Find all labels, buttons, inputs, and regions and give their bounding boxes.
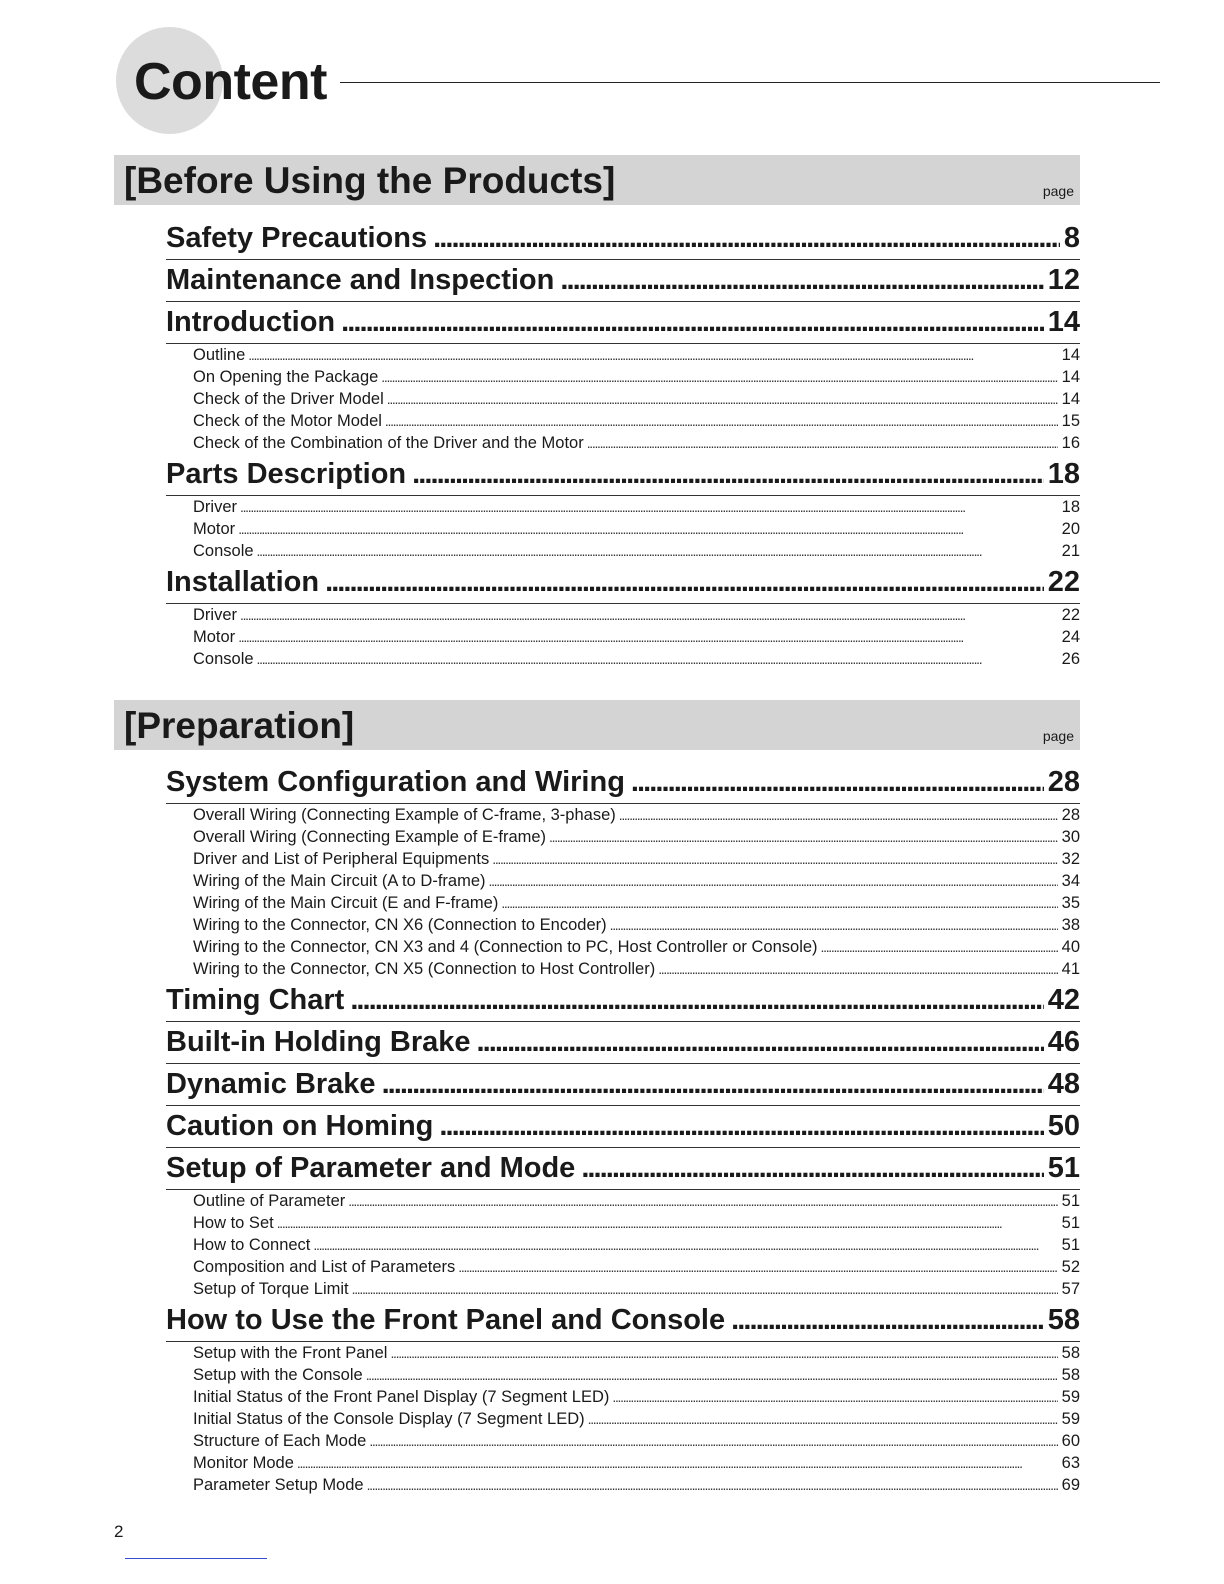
dot-leader xyxy=(818,936,1058,958)
page-number: 2 xyxy=(114,1522,124,1541)
toc-entry-label: Check of the Motor Model xyxy=(193,412,382,430)
toc-entry-label: Setup with the Front Panel xyxy=(193,1344,388,1362)
toc-entry-page-number: 18 xyxy=(1047,458,1080,490)
toc-entry-page-number: 51 xyxy=(1061,1214,1080,1232)
dot-leader xyxy=(616,804,1058,826)
toc-sub-entry[interactable] xyxy=(193,648,1080,670)
toc-main-entry[interactable] xyxy=(166,1022,1080,1064)
toc-entry-page-number: 69 xyxy=(1061,1476,1080,1494)
toc-entry-label: Wiring to the Connector, CN X5 (Connection to Host Controller) xyxy=(193,960,656,978)
toc-main-entry[interactable] xyxy=(166,454,1080,496)
page-column-label: page xyxy=(1042,183,1074,199)
section-title: [Before Using the Products] xyxy=(124,160,616,201)
toc-sub-entry[interactable] xyxy=(193,870,1080,892)
toc-entry-label: System Configuration and Wiring xyxy=(166,766,625,798)
toc-sub-entry[interactable] xyxy=(193,1430,1080,1452)
toc-entry-label: How to Connect xyxy=(193,1236,311,1254)
toc-main-entry[interactable] xyxy=(166,980,1080,1022)
toc-main-entry[interactable] xyxy=(166,302,1080,344)
toc-entry-page-number: 20 xyxy=(1061,520,1080,538)
dot-leader xyxy=(310,1234,1057,1256)
toc-entry-page-number: 14 xyxy=(1061,346,1080,364)
dot-leader xyxy=(546,826,1058,848)
toc-entry-label: Installation xyxy=(166,566,320,598)
toc-entry-label: Initial Status of the Console Display (7 Segment LED) xyxy=(193,1410,585,1428)
toc-sub-entry[interactable] xyxy=(193,410,1080,432)
dot-leader xyxy=(345,1190,1057,1212)
dot-leader xyxy=(433,1106,1043,1146)
toc-entry-page-number: 8 xyxy=(1063,222,1080,254)
dot-leader xyxy=(609,1386,1057,1408)
toc-main-entry[interactable] xyxy=(166,260,1080,302)
toc-sub-entry[interactable] xyxy=(193,626,1080,648)
toc-entry-label: Initial Status of the Front Panel Display (7 Segment LED) xyxy=(193,1388,610,1406)
toc-entry-page-number: 22 xyxy=(1047,566,1080,598)
toc-sub-entry[interactable] xyxy=(193,540,1080,562)
dot-leader xyxy=(498,892,1057,914)
toc-entry-label: Outline of Parameter xyxy=(193,1192,346,1210)
dot-leader xyxy=(384,388,1058,410)
dot-leader xyxy=(575,1148,1043,1188)
toc-entry-page-number: 14 xyxy=(1047,306,1080,338)
toc-entry-page-number: 26 xyxy=(1061,650,1080,668)
toc-sub-entry[interactable] xyxy=(193,914,1080,936)
toc-entry-label: On Opening the Package xyxy=(193,368,379,386)
toc-entry-page-number: 46 xyxy=(1047,1026,1080,1058)
dot-leader xyxy=(427,218,1060,258)
toc-entry-label: Caution on Homing xyxy=(166,1110,434,1142)
dot-leader xyxy=(486,870,1058,892)
toc-sub-entry[interactable] xyxy=(193,1386,1080,1408)
toc-entry-label: Monitor Mode xyxy=(193,1454,294,1472)
dot-leader xyxy=(235,518,1057,540)
toc-sub-entry[interactable] xyxy=(193,432,1080,454)
dot-leader xyxy=(364,1474,1058,1496)
dot-leader xyxy=(625,762,1044,802)
page-column-label: page xyxy=(1042,728,1074,744)
toc-entry-page-number: 21 xyxy=(1061,542,1080,560)
dot-leader xyxy=(585,1408,1058,1430)
toc-entry-page-number: 41 xyxy=(1061,960,1080,978)
toc-sub-entry[interactable] xyxy=(193,496,1080,518)
toc-entry-label: Check of the Driver Model xyxy=(193,390,384,408)
toc-entry-page-number: 58 xyxy=(1061,1344,1080,1362)
toc-entry-label: Driver and List of Peripheral Equipments xyxy=(193,850,490,868)
toc-entry-label: Safety Precautions xyxy=(166,222,428,254)
dot-leader xyxy=(245,344,1057,366)
toc-entry-page-number: 35 xyxy=(1061,894,1080,912)
toc-sub-entry[interactable] xyxy=(193,804,1080,826)
toc-entry-page-number: 30 xyxy=(1061,828,1080,846)
toc-entry-label: Maintenance and Inspection xyxy=(166,264,555,296)
toc-sub-entry[interactable] xyxy=(193,1256,1080,1278)
toc-entry-label: How to Use the Front Panel and Console xyxy=(166,1304,726,1336)
dot-leader xyxy=(254,648,1058,670)
dot-leader xyxy=(319,562,1044,602)
toc-sub-entry[interactable] xyxy=(193,604,1080,626)
toc-preparation xyxy=(166,762,1080,1496)
dot-leader xyxy=(655,958,1057,980)
toc-sub-entry[interactable] xyxy=(193,518,1080,540)
toc-entry-page-number: 57 xyxy=(1061,1280,1080,1298)
dot-leader xyxy=(471,1022,1044,1062)
toc-sub-entry[interactable] xyxy=(193,936,1080,958)
toc-entry-label: Dynamic Brake xyxy=(166,1068,376,1100)
toc-entry-page-number: 50 xyxy=(1047,1110,1080,1142)
dot-leader xyxy=(607,914,1058,936)
toc-entry-page-number: 28 xyxy=(1061,806,1080,824)
toc-entry-label: Wiring of the Main Circuit (A to D-frame) xyxy=(193,872,486,890)
toc-entry-page-number: 38 xyxy=(1061,916,1080,934)
toc-entry-label: Console xyxy=(193,542,254,560)
toc-main-entry[interactable] xyxy=(166,1148,1080,1190)
toc-sub-entry[interactable] xyxy=(193,1408,1080,1430)
toc-entry-page-number: 12 xyxy=(1047,264,1080,296)
toc-main-entry[interactable] xyxy=(166,1300,1080,1342)
toc-entry-label: Wiring to the Connector, CN X6 (Connection to Encoder) xyxy=(193,916,607,934)
toc-sub-entry[interactable] xyxy=(193,344,1080,366)
toc-main-entry[interactable] xyxy=(166,218,1080,260)
dot-leader xyxy=(349,1278,1058,1300)
dot-leader xyxy=(344,980,1043,1020)
section-header-preparation xyxy=(114,700,1080,750)
section-header-before-using xyxy=(114,155,1080,205)
toc-entry-label: Structure of Each Mode xyxy=(193,1432,367,1450)
toc-sub-entry[interactable] xyxy=(193,958,1080,980)
toc-sub-entry[interactable] xyxy=(193,1190,1080,1212)
toc-sub-entry[interactable] xyxy=(193,1342,1080,1364)
dot-leader xyxy=(366,1430,1057,1452)
toc-entry-page-number: 63 xyxy=(1061,1454,1080,1472)
toc-sub-entry[interactable] xyxy=(193,1474,1080,1496)
toc-sub-entry[interactable] xyxy=(193,848,1080,870)
toc-main-entry[interactable] xyxy=(166,762,1080,804)
toc-sub-entry[interactable] xyxy=(193,1234,1080,1256)
toc-entry-label: Motor xyxy=(193,628,236,646)
toc-entry-page-number: 14 xyxy=(1061,368,1080,386)
toc-entry-label: Setup of Parameter and Mode xyxy=(166,1152,576,1184)
toc-entry-label: Wiring of the Main Circuit (E and F-frame) xyxy=(193,894,499,912)
toc-entry-label: Motor xyxy=(193,520,236,538)
toc-main-entry[interactable] xyxy=(166,1106,1080,1148)
dot-leader xyxy=(455,1256,1057,1278)
toc-before-using xyxy=(166,218,1080,670)
toc-entry-page-number: 60 xyxy=(1061,1432,1080,1450)
toc-entry-label: Overall Wiring (Connecting Example of C-frame, 3-phase) xyxy=(193,806,616,824)
toc-sub-entry[interactable] xyxy=(193,826,1080,848)
toc-sub-entry[interactable] xyxy=(193,388,1080,410)
toc-entry-label: Wiring to the Connector, CN X3 and 4 (Connection to PC, Host Controller or Console) xyxy=(193,938,818,956)
toc-entry-page-number: 22 xyxy=(1061,606,1080,624)
dot-leader xyxy=(489,848,1057,870)
toc-entry-page-number: 51 xyxy=(1061,1236,1080,1254)
toc-entry-page-number: 51 xyxy=(1047,1152,1080,1184)
toc-entry-label: Driver xyxy=(193,606,237,624)
title-rule xyxy=(340,82,1160,83)
dot-leader xyxy=(237,496,1058,518)
toc-entry-label: How to Set xyxy=(193,1214,274,1232)
toc-entry-label: Overall Wiring (Connecting Example of E-frame) xyxy=(193,828,547,846)
footer-rule xyxy=(125,1558,267,1559)
toc-entry-label: Outline xyxy=(193,346,246,364)
dot-leader xyxy=(584,432,1058,454)
dot-leader xyxy=(254,540,1058,562)
toc-entry-page-number: 40 xyxy=(1061,938,1080,956)
toc-entry-label: Built-in Holding Brake xyxy=(166,1026,471,1058)
dot-leader xyxy=(237,604,1058,626)
toc-sub-entry[interactable] xyxy=(193,1212,1080,1234)
toc-entry-page-number: 59 xyxy=(1061,1410,1080,1428)
toc-entry-label: Introduction xyxy=(166,306,336,338)
dot-leader xyxy=(382,410,1058,432)
toc-entry-label: Setup with the Console xyxy=(193,1366,363,1384)
toc-entry-page-number: 16 xyxy=(1061,434,1080,452)
toc-entry-page-number: 51 xyxy=(1061,1192,1080,1210)
toc-sub-entry[interactable] xyxy=(193,366,1080,388)
toc-entry-page-number: 24 xyxy=(1061,628,1080,646)
dot-leader xyxy=(378,366,1057,388)
toc-entry-page-number: 52 xyxy=(1061,1258,1080,1276)
toc-entry-page-number: 48 xyxy=(1047,1068,1080,1100)
dot-leader xyxy=(235,626,1057,648)
toc-entry-page-number: 15 xyxy=(1061,412,1080,430)
toc-entry-page-number: 58 xyxy=(1061,1366,1080,1384)
page-title: Content xyxy=(134,53,327,111)
dot-leader xyxy=(335,302,1044,342)
toc-entry-page-number: 58 xyxy=(1047,1304,1080,1336)
toc-entry-label: Setup of Torque Limit xyxy=(193,1280,349,1298)
toc-entry-page-number: 14 xyxy=(1061,390,1080,408)
toc-entry-label: Timing Chart xyxy=(166,984,345,1016)
toc-sub-entry[interactable] xyxy=(193,892,1080,914)
toc-entry-page-number: 28 xyxy=(1047,766,1080,798)
dot-leader xyxy=(387,1342,1057,1364)
dot-leader xyxy=(376,1064,1044,1104)
toc-entry-label: Parameter Setup Mode xyxy=(193,1476,364,1494)
toc-entry-page-number: 18 xyxy=(1061,498,1080,516)
toc-entry-page-number: 59 xyxy=(1061,1388,1080,1406)
dot-leader xyxy=(406,454,1044,494)
toc-main-entry[interactable] xyxy=(166,562,1080,604)
toc-entry-page-number: 32 xyxy=(1061,850,1080,868)
toc-entry-page-number: 34 xyxy=(1061,872,1080,890)
dot-leader xyxy=(294,1452,1058,1474)
toc-sub-entry[interactable] xyxy=(193,1452,1080,1474)
toc-entry-label: Parts Description xyxy=(166,458,407,490)
dot-leader xyxy=(363,1364,1058,1386)
toc-sub-entry[interactable] xyxy=(193,1364,1080,1386)
toc-main-entry[interactable] xyxy=(166,1064,1080,1106)
toc-entry-page-number: 42 xyxy=(1047,984,1080,1016)
dot-leader xyxy=(725,1300,1044,1340)
toc-entry-label: Check of the Combination of the Driver and the Motor xyxy=(193,434,584,452)
toc-entry-label: Driver xyxy=(193,498,237,516)
toc-entry-label: Console xyxy=(193,650,254,668)
dot-leader xyxy=(554,260,1043,300)
dot-leader xyxy=(274,1212,1058,1234)
section-title: [Preparation] xyxy=(124,705,355,746)
toc-sub-entry[interactable] xyxy=(193,1278,1080,1300)
toc-entry-label: Composition and List of Parameters xyxy=(193,1258,456,1276)
